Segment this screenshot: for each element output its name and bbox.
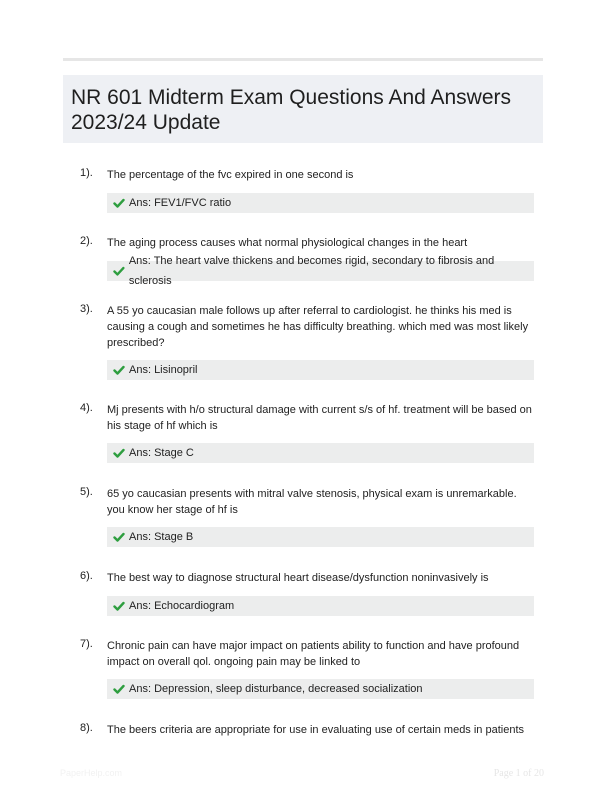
question-number: 4). bbox=[80, 402, 93, 414]
answer-box-4 bbox=[107, 443, 534, 463]
answer-box-2 bbox=[107, 255, 534, 287]
checkmark-icon bbox=[113, 683, 125, 695]
answer-text: Ans: Echocardiogram bbox=[129, 600, 235, 612]
answer-text: Ans: Lisinopril bbox=[129, 364, 198, 376]
question-text: Chronic pain can have major impact on patients ability to function and have profound impact on overall qol. ongoing pain may be linked to bbox=[107, 640, 520, 668]
question-text: Mj presents with h/o structural damage with current s/s of hf. treatment will be based on his stage of hf which is bbox=[107, 404, 532, 432]
answer-box-7 bbox=[107, 679, 534, 699]
title-line-2: 2023/24 Update bbox=[71, 111, 221, 134]
question-text: The best way to diagnose structural heart disease/dysfunction noninvasively is bbox=[107, 572, 489, 584]
question-number: 8). bbox=[80, 722, 93, 734]
question-number: 6). bbox=[80, 570, 93, 582]
checkmark-icon bbox=[113, 364, 125, 376]
question-text: 65 yo caucasian presents with mitral valve stenosis, physical exam is unremarkable. you know her stage of hf is bbox=[107, 488, 517, 516]
footer-site-watermark: PaperHelp.com bbox=[60, 768, 123, 778]
question-number: 5). bbox=[80, 486, 93, 498]
title-line-1: NR 601 Midterm Exam Questions And Answers bbox=[71, 86, 512, 109]
answer-text: Ans: Stage B bbox=[129, 531, 194, 543]
top-divider bbox=[63, 58, 543, 61]
page-title bbox=[71, 85, 543, 135]
answer-box-3 bbox=[107, 360, 534, 380]
checkmark-icon bbox=[113, 447, 125, 459]
footer-page-number: Page 1 of 20 bbox=[493, 768, 544, 779]
checkmark-icon bbox=[113, 531, 125, 543]
question-text: The beers criteria are appropriate for use in evaluating use of certain meds in patients bbox=[107, 724, 525, 736]
checkmark-icon bbox=[113, 265, 125, 277]
answer-text: Ans: FEV1/FVC ratio bbox=[129, 197, 232, 209]
answer-box-5 bbox=[107, 527, 534, 547]
answer-text: Ans: Stage C bbox=[129, 447, 194, 459]
answer-box-6 bbox=[107, 596, 534, 616]
question-text: The aging process causes what normal physiological changes in the heart bbox=[107, 237, 468, 249]
title-box bbox=[63, 75, 543, 143]
question-number: 3). bbox=[80, 303, 93, 315]
question-text: A 55 yo caucasian male follows up after referral to cardiologist. he thinks his med is causing a cough and sometimes he has difficulty breathing. which med was most likely prescribed? bbox=[107, 305, 529, 349]
checkmark-icon bbox=[113, 600, 125, 612]
answer-box-1 bbox=[107, 193, 534, 213]
checkmark-icon bbox=[113, 197, 125, 209]
question-number: 1). bbox=[80, 167, 93, 179]
answer-text: Ans: The heart valve thickens and becomes rigid, secondary to fibrosis and sclerosis bbox=[128, 255, 495, 287]
question-text: The percentage of the fvc expired in one second is bbox=[107, 169, 354, 181]
question-number: 7). bbox=[80, 638, 93, 650]
question-number: 2). bbox=[80, 235, 93, 247]
answer-text: Ans: Depression, sleep disturbance, decreased socialization bbox=[129, 683, 423, 695]
